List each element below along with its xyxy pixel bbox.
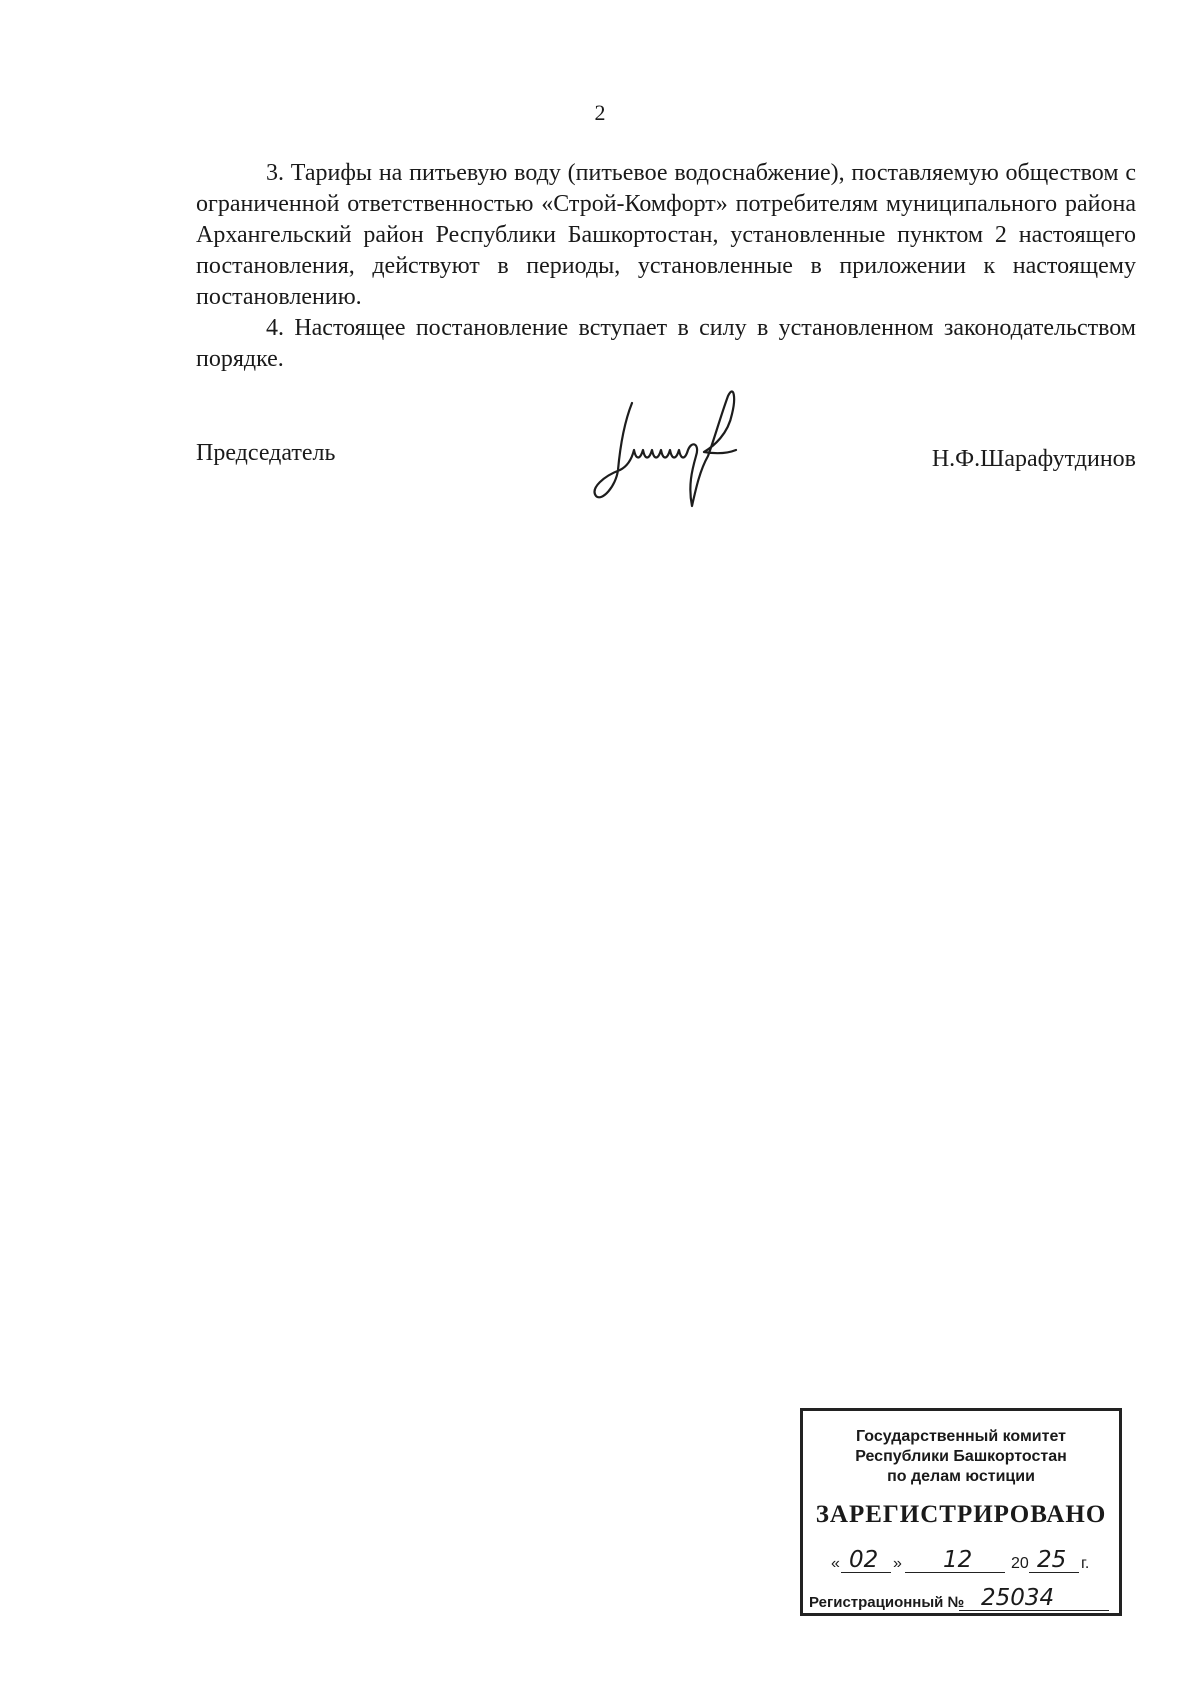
reg-number-value: 25034 [981, 1585, 1055, 1611]
stamp-registered-label: ЗАРЕГИСТРИРОВАНО [815, 1501, 1107, 1528]
date-year-prefix: 20 [1011, 1555, 1029, 1572]
date-year-suffix: 25 [1037, 1547, 1067, 1573]
signatory-title: Председатель [196, 440, 336, 466]
reg-number-label: Регистрационный № [809, 1594, 965, 1611]
page-number: 2 [594, 100, 606, 125]
paragraph-3: 3. Тарифы на питьевую воду (питьевое водоснабжение), поставляемую обществом с ограниченной ответственностью «Строй-Комфорт» потребителям муниципального района Архангельский район Республики Башкортостан, установленные пунктом 2 настоящего постановления, действуют в периоды, установленные в приложении к настоящему постановлению. [196, 160, 1136, 310]
date-month: 12 [943, 1547, 973, 1573]
signatory-name: Н.Ф.Шарафутдинов [931, 446, 1136, 472]
stamp-org-line: по делам юстиции [887, 1468, 1035, 1485]
document-body [196, 158, 1136, 375]
date-day: 02 [849, 1547, 879, 1573]
date-year-unit: г. [1081, 1555, 1090, 1572]
stamp-organization [803, 1427, 1119, 1487]
stamp-registration-number [809, 1585, 1115, 1613]
stamp-date [831, 1547, 1101, 1575]
registration-stamp [800, 1408, 1122, 1616]
date-close-quote: » [893, 1555, 902, 1572]
stamp-org-line: Государственный комитет [856, 1428, 1066, 1445]
paragraph-4: 4. Настоящее постановление вступает в силу в установленном законодательством порядке. [196, 315, 1136, 372]
handwritten-signature [588, 378, 748, 513]
stamp-org-line: Республики Башкортостан [855, 1448, 1067, 1465]
date-open-quote: « [831, 1555, 840, 1572]
